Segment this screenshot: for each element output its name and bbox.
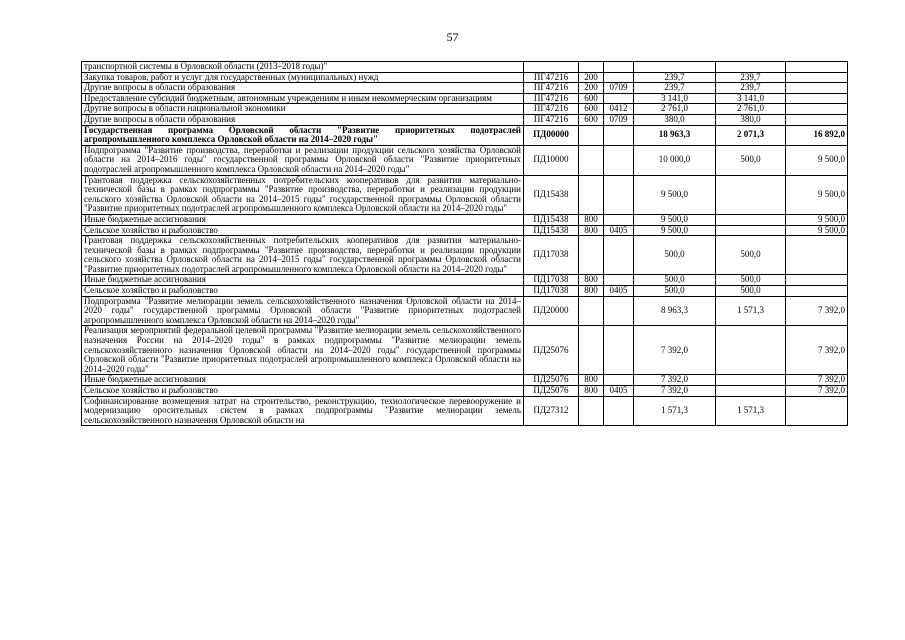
row-description: Предоставление субсидий бюджетным, автономным учреждениям и иным некоммерческим организациям: [82, 93, 524, 104]
table-row: [82, 396, 848, 426]
row-expense-type: [579, 175, 604, 214]
table-row: [82, 326, 848, 375]
row-description: Закупка товаров, работ и услуг для государственных (муниципальных) нужд: [82, 72, 524, 83]
row-amount-column-2: 500,0: [716, 286, 786, 297]
row-amount-column-3: [786, 72, 848, 83]
row-total-amount: 239,7: [634, 72, 716, 83]
table-row: [82, 104, 848, 115]
row-description: Иные бюджетные ассигнования: [82, 375, 524, 386]
row-expense-type: 800: [579, 214, 604, 225]
row-expense-type: [579, 125, 604, 145]
table-row: [82, 275, 848, 286]
row-total-amount: [634, 62, 716, 73]
row-expense-type: 200: [579, 72, 604, 83]
row-section-code: [604, 93, 634, 104]
row-amount-column-3: [786, 286, 848, 297]
row-description: Подпрограмма "Развитие мелиорации земель сельскохозяйственного назначения Орловской области на 2014–2020 годы" государственной программы Орловской области "Развитие приоритетных подотраслей агропромышленного комплекса Орловской области на 2014–2020 годы": [82, 296, 524, 326]
row-expense-type: [579, 326, 604, 375]
row-description: Подпрограмма "Развитие производства, переработки и реализации продукции сельского хозяйства Орловской области на 2014–2016 годы" государственной программы Орловской области "Развитие приоритетных подотраслей агропромышленного комплекса Орловской области на 2014–2020 годы": [82, 145, 524, 175]
table-row: [82, 114, 848, 125]
row-section-code: [604, 296, 634, 326]
row-total-amount: 3 141,0: [634, 93, 716, 104]
row-description: Софинансирование возмещения затрат на строительство, реконструкцию, технологическое перевооружение и модернизацию оросительных систем в рамках подпрограммы "Развитие мелиорации земель сельскохозяйственного назначения Орловской области на: [82, 396, 524, 426]
row-description: Другие вопросы в области национальной экономики: [82, 104, 524, 115]
row-section-code: 0412: [604, 104, 634, 115]
row-total-amount: 7 392,0: [634, 386, 716, 397]
row-description: Иные бюджетные ассигнования: [82, 214, 524, 225]
row-expense-type: [579, 145, 604, 175]
row-description: Другие вопросы в области образования: [82, 83, 524, 94]
row-section-code: [604, 125, 634, 145]
row-description: Сельское хозяйство и рыболовство: [82, 225, 524, 236]
row-section-code: [604, 396, 634, 426]
row-amount-column-3: 7 392,0: [786, 296, 848, 326]
row-description: Сельское хозяйство и рыболовство: [82, 386, 524, 397]
row-expense-type: 600: [579, 104, 604, 115]
row-amount-column-2: 1 571,3: [716, 296, 786, 326]
row-target-code: ПД25076: [524, 326, 579, 375]
row-amount-column-3: [786, 275, 848, 286]
row-description: Реализация мероприятий федеральной целевой программы "Развитие мелиорации земель сельскохозяйственного назначения России на 2014–2020 годы" в рамках подпрограммы "Развитие мелиорации земель сельскохозяйственного назначения Орловской области на 2014–2020 годы" государственной программы Орловской области "Развитие приоритетных подотраслей агропромышленного комплекса Орловской области на 2014–2020 годы": [82, 326, 524, 375]
table-row: [82, 214, 848, 225]
row-description: Государственная программа Орловской области "Развитие приоритетных подотраслей агропромышленного комплекса Орловской области на 2014–2020 годы": [82, 125, 524, 145]
row-total-amount: 9 500,0: [634, 175, 716, 214]
table-row: [82, 236, 848, 275]
row-amount-column-2: 239,7: [716, 72, 786, 83]
row-section-code: [604, 175, 634, 214]
row-expense-type: 800: [579, 225, 604, 236]
row-expense-type: 600: [579, 93, 604, 104]
row-total-amount: 7 392,0: [634, 326, 716, 375]
table-row: [82, 93, 848, 104]
row-section-code: [604, 275, 634, 286]
table-row: [82, 72, 848, 83]
row-amount-column-3: 9 500,0: [786, 225, 848, 236]
row-total-amount: 10 000,0: [634, 145, 716, 175]
row-expense-type: [579, 396, 604, 426]
row-target-code: ПД17038: [524, 236, 579, 275]
row-total-amount: 9 500,0: [634, 214, 716, 225]
row-amount-column-3: [786, 104, 848, 115]
table-row: [82, 225, 848, 236]
row-expense-type: [579, 62, 604, 73]
row-amount-column-3: 7 392,0: [786, 326, 848, 375]
row-section-code: [604, 236, 634, 275]
row-expense-type: 800: [579, 286, 604, 297]
row-total-amount: 9 500,0: [634, 225, 716, 236]
row-expense-type: [579, 296, 604, 326]
row-total-amount: 500,0: [634, 236, 716, 275]
table-row: [82, 145, 848, 175]
row-amount-column-2: 1 571,3: [716, 396, 786, 426]
row-total-amount: 500,0: [634, 286, 716, 297]
row-amount-column-2: [716, 386, 786, 397]
row-target-code: ПД00000: [524, 125, 579, 145]
row-amount-column-2: 239,7: [716, 83, 786, 94]
row-total-amount: 500,0: [634, 275, 716, 286]
row-section-code: [604, 72, 634, 83]
row-total-amount: 18 963,3: [634, 125, 716, 145]
row-target-code: ПД15438: [524, 225, 579, 236]
row-amount-column-2: [716, 214, 786, 225]
row-expense-type: [579, 236, 604, 275]
row-section-code: 0405: [604, 225, 634, 236]
row-amount-column-3: 9 500,0: [786, 145, 848, 175]
row-total-amount: 2 761,0: [634, 104, 716, 115]
table-row: [82, 296, 848, 326]
row-target-code: ПД25076: [524, 386, 579, 397]
row-target-code: ПД25076: [524, 375, 579, 386]
row-amount-column-2: 2 071,3: [716, 125, 786, 145]
row-target-code: ПГ47216: [524, 93, 579, 104]
row-target-code: ПД15438: [524, 175, 579, 214]
row-total-amount: 239,7: [634, 83, 716, 94]
row-section-code: 0405: [604, 286, 634, 297]
row-amount-column-3: 7 392,0: [786, 386, 848, 397]
row-amount-column-2: [716, 62, 786, 73]
row-amount-column-3: [786, 396, 848, 426]
row-total-amount: 7 392,0: [634, 375, 716, 386]
row-target-code: ПГ47216: [524, 104, 579, 115]
row-expense-type: 800: [579, 375, 604, 386]
row-description: транспортной системы в Орловской области (2013–2018 годы)": [82, 62, 524, 73]
row-target-code: ПД27312: [524, 396, 579, 426]
row-total-amount: 1 571,3: [634, 396, 716, 426]
row-amount-column-3: [786, 83, 848, 94]
row-target-code: ПД17038: [524, 275, 579, 286]
row-section-code: 0709: [604, 83, 634, 94]
table-row: [82, 386, 848, 397]
row-amount-column-2: 500,0: [716, 275, 786, 286]
row-description: Иные бюджетные ассигнования: [82, 275, 524, 286]
row-section-code: [604, 214, 634, 225]
row-amount-column-2: [716, 326, 786, 375]
row-section-code: 0405: [604, 386, 634, 397]
row-target-code: ПД17038: [524, 286, 579, 297]
row-description: Другие вопросы в области образования: [82, 114, 524, 125]
row-amount-column-3: 7 392,0: [786, 375, 848, 386]
row-amount-column-2: 3 141,0: [716, 93, 786, 104]
table-row: [82, 125, 848, 145]
row-expense-type: 200: [579, 83, 604, 94]
row-section-code: 0709: [604, 114, 634, 125]
row-section-code: [604, 62, 634, 73]
table-row: [82, 375, 848, 386]
row-amount-column-3: 9 500,0: [786, 214, 848, 225]
row-amount-column-2: 500,0: [716, 145, 786, 175]
table-row: [82, 62, 848, 73]
row-amount-column-2: [716, 225, 786, 236]
row-amount-column-2: [716, 375, 786, 386]
row-section-code: [604, 145, 634, 175]
row-amount-column-2: 380,0: [716, 114, 786, 125]
row-target-code: ПД20000: [524, 296, 579, 326]
row-total-amount: 380,0: [634, 114, 716, 125]
row-section-code: [604, 375, 634, 386]
row-target-code: [524, 62, 579, 73]
table-row: [82, 286, 848, 297]
page-number: 57: [446, 30, 459, 44]
row-target-code: ПГ47216: [524, 72, 579, 83]
row-amount-column-3: 16 892,0: [786, 125, 848, 145]
row-expense-type: 800: [579, 275, 604, 286]
row-amount-column-3: [786, 236, 848, 275]
row-amount-column-3: [786, 62, 848, 73]
table-body: [82, 62, 848, 426]
row-amount-column-2: 2 761,0: [716, 104, 786, 115]
row-amount-column-3: [786, 114, 848, 125]
row-description: Грантовая поддержка сельскохозяйственных потребительских кооперативов для развития материально-технической базы в рамках подпрограммы "Развитие производства, переработки и реализации продукции сельского хозяйства Орловской области на 2014–2015 годы" государственной программы Орловской области "Развитие приоритетных подотраслей агропромышленного комплекса Орловской области на 2014–2020 годы": [82, 175, 524, 214]
table-row: [82, 83, 848, 94]
budget-table: [81, 61, 848, 426]
row-total-amount: 8 963,3: [634, 296, 716, 326]
row-target-code: ПД10000: [524, 145, 579, 175]
row-target-code: ПД15438: [524, 214, 579, 225]
row-target-code: ПГ47216: [524, 83, 579, 94]
row-expense-type: 600: [579, 114, 604, 125]
row-amount-column-3: 9 500,0: [786, 175, 848, 214]
table-row: [82, 175, 848, 214]
row-amount-column-2: 500,0: [716, 236, 786, 275]
row-expense-type: 800: [579, 386, 604, 397]
row-description: Сельское хозяйство и рыболовство: [82, 286, 524, 297]
row-target-code: ПГ47216: [524, 114, 579, 125]
row-amount-column-2: [716, 175, 786, 214]
row-amount-column-3: [786, 93, 848, 104]
row-description: Грантовая поддержка сельскохозяйственных потребительских кооперативов для развития материально-технической базы в рамках подпрограммы "Развитие производства, переработки и реализации продукции сельского хозяйства Орловской области на 2014–2015 годы" государственной программы Орловской области "Развитие приоритетных подотраслей агропромышленного комплекса Орловской области на 2014–2020 годы": [82, 236, 524, 275]
row-section-code: [604, 326, 634, 375]
